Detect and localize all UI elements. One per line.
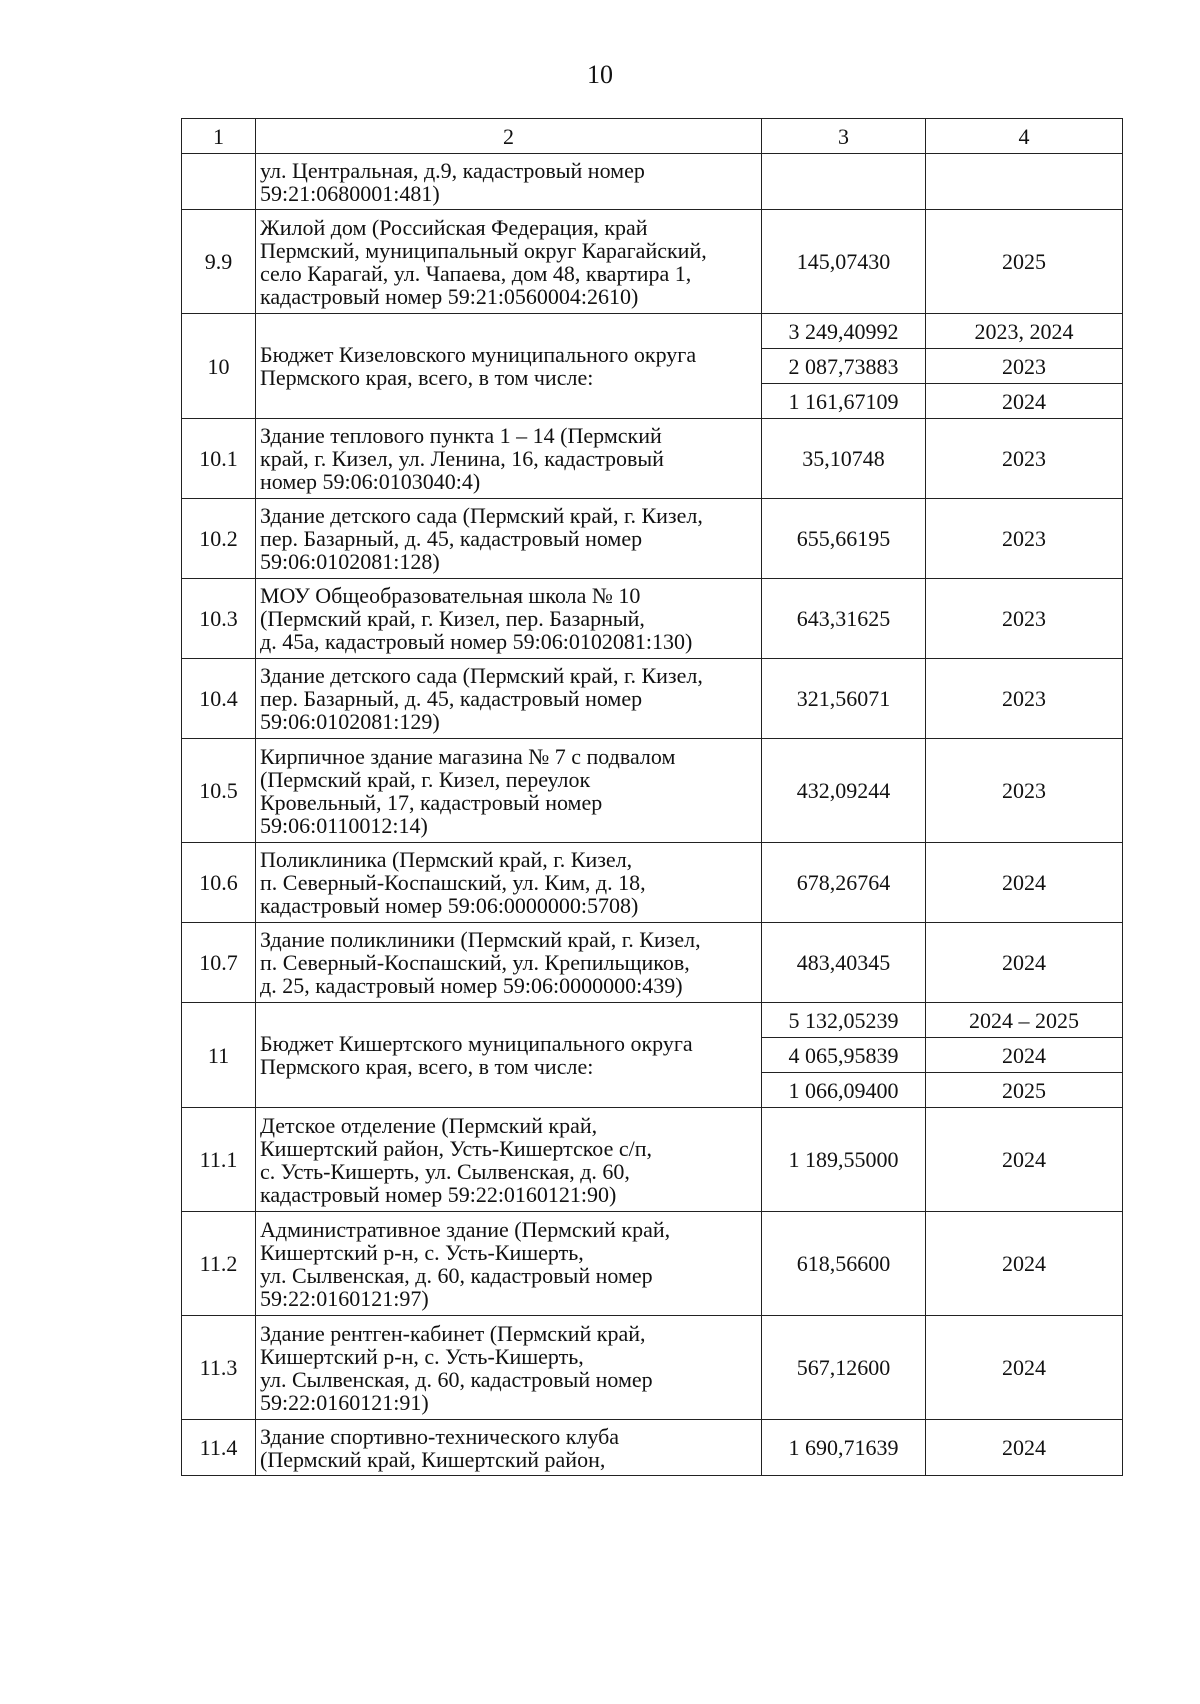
row-year: 2024 [926, 1108, 1123, 1212]
row-name [256, 1212, 762, 1316]
row-name [256, 1316, 762, 1420]
row-amount: 643,31625 [762, 579, 926, 659]
row-year: 2024 [926, 1316, 1123, 1420]
table-row [182, 1212, 1123, 1316]
row-year: 2023 [926, 739, 1123, 843]
row-year: 2024 [926, 1212, 1123, 1316]
row-year [926, 154, 1123, 210]
row-amount: 1 161,67109 [762, 384, 926, 419]
row-amount: 4 065,95839 [762, 1038, 926, 1073]
table-row [182, 1420, 1123, 1476]
page-number: 10 [587, 60, 613, 89]
row-name-text: Здание детского сада (Пермский край, г. Кизел, пер. Базарный, д. 45, кадастровый номер 59:06:0102081:128) [260, 503, 703, 574]
row-name [256, 739, 762, 843]
row-year: 2023 [926, 579, 1123, 659]
row-number: 10.4 [182, 659, 256, 739]
row-number: 11.2 [182, 1212, 256, 1316]
column-header-1: 1 [182, 119, 256, 154]
row-amount: 3 249,40992 [762, 314, 926, 349]
row-number: 10 [182, 314, 256, 419]
row-amount: 145,07430 [762, 210, 926, 314]
row-amount: 1 690,71639 [762, 1420, 926, 1476]
table-row [182, 739, 1123, 843]
table-row [182, 419, 1123, 499]
table-header-row [182, 119, 1123, 154]
row-name [256, 843, 762, 923]
row-name [256, 154, 762, 210]
row-amount: 35,10748 [762, 419, 926, 499]
row-amount: 655,66195 [762, 499, 926, 579]
row-number: 9.9 [182, 210, 256, 314]
row-name [256, 419, 762, 499]
row-name [256, 579, 762, 659]
table-row [182, 210, 1123, 314]
row-name-text: Здание теплового пункта 1 – 14 (Пермский край, г. Кизел, ул. Ленина, 16, кадастровый номер 59:06:0103040:4) [260, 423, 664, 494]
row-number: 10.6 [182, 843, 256, 923]
row-amount: 618,56600 [762, 1212, 926, 1316]
column-header-4: 4 [926, 119, 1123, 154]
row-name-text: Кирпичное здание магазина № 7 с подвалом (Пермский край, г. Кизел, переулок Кровельный, 17, кадастровый номер 59:06:0110012:14) [260, 743, 676, 838]
row-name-text: Здание детского сада (Пермский край, г. Кизел, пер. Базарный, д. 45, кадастровый номер 59:06:0102081:129) [260, 663, 703, 734]
row-number [182, 154, 256, 210]
row-number: 10.2 [182, 499, 256, 579]
row-number: 11 [182, 1003, 256, 1108]
row-year: 2023 [926, 659, 1123, 739]
table-row [182, 1316, 1123, 1420]
row-name [256, 923, 762, 1003]
row-amount: 1 066,09400 [762, 1073, 926, 1108]
row-amount: 678,26764 [762, 843, 926, 923]
row-name-text: МОУ Общеобразовательная школа № 10 (Пермский край, г. Кизел, пер. Базарный, д. 45а, кадастровый номер 59:06:0102081:130) [260, 583, 693, 654]
row-amount: 5 132,05239 [762, 1003, 926, 1038]
row-number: 10.5 [182, 739, 256, 843]
row-year: 2025 [926, 1073, 1123, 1108]
row-name-text: Здание поликлиники (Пермский край, г. Кизел, п. Северный-Коспашский, ул. Крепильщиков, д. 25, кадастровый номер 59:06:0000000:439) [260, 927, 701, 998]
row-name [256, 659, 762, 739]
row-amount: 321,56071 [762, 659, 926, 739]
row-year: 2024 [926, 1420, 1123, 1476]
row-number: 10.7 [182, 923, 256, 1003]
row-name-text: Здание спортивно-технического клуба (Пермский край, Кишертский район, [260, 1423, 620, 1472]
table-row [182, 923, 1123, 1003]
row-name [256, 1003, 762, 1108]
row-name [256, 499, 762, 579]
row-name [256, 1108, 762, 1212]
row-year: 2024 [926, 1038, 1123, 1073]
table-row [182, 843, 1123, 923]
row-amount: 2 087,73883 [762, 349, 926, 384]
row-name-text: Бюджет Кишертского муниципального округа Пермского края, всего, в том числе: [260, 1031, 693, 1079]
row-amount: 483,40345 [762, 923, 926, 1003]
row-year: 2023, 2024 [926, 314, 1123, 349]
row-name [256, 314, 762, 419]
row-name-text: ул. Центральная, д.9, кадастровый номер 59:21:0680001:481) [260, 157, 645, 206]
row-number: 11.3 [182, 1316, 256, 1420]
column-header-3: 3 [762, 119, 926, 154]
row-name-text: Жилой дом (Российская Федерация, край Пермский, муниципальный округ Карагайский, село Карагай, ул. Чапаева, дом 48, квартира 1, кадастровый номер 59:21:0560004:2610) [260, 214, 707, 309]
column-header-2: 2 [256, 119, 762, 154]
row-name-text: Административное здание (Пермский край, Кишертский р-н, с. Усть-Кишерть, ул. Сылвенская, д. 60, кадастровый номер 59:22:0160121:97) [260, 1216, 671, 1311]
row-name [256, 1420, 762, 1476]
row-year: 2023 [926, 419, 1123, 499]
row-number: 10.1 [182, 419, 256, 499]
row-name-text: Поликлиника (Пермский край, г. Кизел, п. Северный-Коспашский, ул. Ким, д. 18, кадастровый номер 59:06:0000000:5708) [260, 847, 646, 918]
table-row [182, 1003, 1123, 1038]
row-name-text: Детское отделение (Пермский край, Кишертский район, Усть-Кишертское с/п, с. Усть-Кишерть, ул. Сылвенская, д. 60, кадастровый номер 59:22:0160121:90) [260, 1112, 652, 1207]
row-year: 2023 [926, 499, 1123, 579]
row-year: 2025 [926, 210, 1123, 314]
row-amount [762, 154, 926, 210]
row-number: 10.3 [182, 579, 256, 659]
row-number: 11.1 [182, 1108, 256, 1212]
table-row [182, 499, 1123, 579]
table-row [182, 154, 1123, 210]
row-name-text: Здание рентген-кабинет (Пермский край, Кишертский р-н, с. Усть-Кишерть, ул. Сылвенская, д. 60, кадастровый номер 59:22:0160121:91) [260, 1320, 653, 1415]
row-year: 2024 [926, 923, 1123, 1003]
row-name [256, 210, 762, 314]
row-number: 11.4 [182, 1420, 256, 1476]
row-amount: 567,12600 [762, 1316, 926, 1420]
row-amount: 1 189,55000 [762, 1108, 926, 1212]
table-row [182, 1108, 1123, 1212]
row-name-text: Бюджет Кизеловского муниципального округа Пермского края, всего, в том числе: [260, 342, 697, 390]
table-row [182, 579, 1123, 659]
table-row [182, 659, 1123, 739]
document-table [181, 118, 1123, 1476]
row-amount: 432,09244 [762, 739, 926, 843]
row-year: 2023 [926, 349, 1123, 384]
row-year: 2024 – 2025 [926, 1003, 1123, 1038]
row-year: 2024 [926, 843, 1123, 923]
row-year: 2024 [926, 384, 1123, 419]
table-row [182, 314, 1123, 349]
